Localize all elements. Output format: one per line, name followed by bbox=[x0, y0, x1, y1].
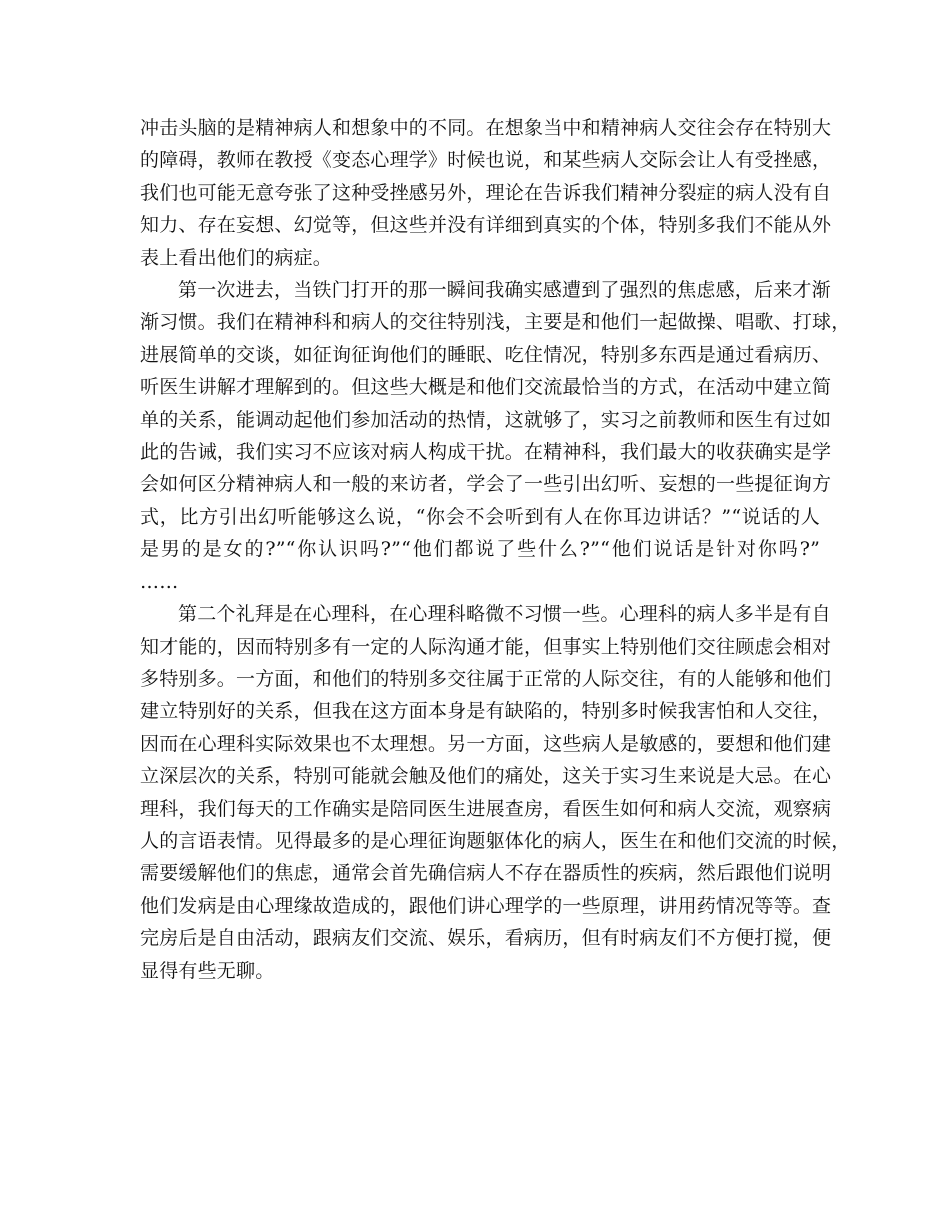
text-line: 表上看出他们的病症。 bbox=[140, 246, 333, 269]
text-line: 知力、存在妄想、幻觉等，但这些并没有详细到真实的个体，特别多我们不能从外 bbox=[140, 214, 832, 237]
text-line: 此的告诫，我们实习不应该对病人构成干扰。在精神科，我们最大的收获确实是学 bbox=[140, 441, 832, 464]
text-line: 听医生讲解才理解到的。但这些大概是和他们交流最恰当的方式，在活动中建立简 bbox=[140, 376, 832, 399]
text-line: 的障碍，教师在教授《变态心理学》时候也说，和某些病人交际会让人有受挫感， bbox=[140, 149, 832, 172]
document-body bbox=[140, 112, 851, 987]
paragraph-3 bbox=[140, 598, 851, 987]
text-line: 建立特别好的关系，但我在这方面本身是有缺陷的，特别多时候我害怕和人交往， bbox=[140, 700, 832, 723]
text-line: 理科，我们每天的工作确实是陪同医生进展查房，看医生如何和病人交流，观察病 bbox=[140, 797, 832, 820]
text-line: 式，比方引出幻听能够这么说，“你会不会听到有人在你耳边讲话？”“说话的人 bbox=[140, 505, 820, 528]
text-line: 需要缓解他们的焦虑，通常会首先确信病人不存在器质性的疾病，然后跟他们说明 bbox=[140, 862, 832, 885]
text-line: 单的关系，能调动起他们参加活动的热情，这就够了，实习之前教师和医生有过如 bbox=[140, 408, 832, 431]
text-line: 进展简单的交谈，如征询征询他们的睡眠、吃住情况，特别多东西是通过看病历、 bbox=[140, 343, 832, 366]
text-line: 知才能的，因而特别多有一定的人际沟通才能，但事实上特别他们交往顾虑会相对 bbox=[140, 635, 832, 658]
text-line: 是男的是女的?”“你认识吗?”“他们都说了些什么?”“他们说话是针对你吗?” bbox=[140, 538, 820, 561]
text-line: 他们发病是由心理缘故造成的，跟他们讲心理学的一些原理，讲用药情况等等。查 bbox=[140, 894, 832, 917]
text-line: 立深层次的关系，特别可能就会触及他们的痛处，这关于实习生来说是大忌。在心 bbox=[140, 765, 832, 788]
text-line: 显得有些无聊。 bbox=[140, 959, 275, 982]
text-line: 完房后是自由活动，跟病友们交流、娱乐，看病历，但有时病友们不方便打搅，便 bbox=[140, 927, 832, 950]
text-line: 冲击头脑的是精神病人和想象中的不同。在想象当中和精神病人交往会存在特别大 bbox=[140, 117, 832, 139]
text-line: 人的言语表情。见得最多的是心理征询题躯体化的病人，医生在和他们交流的时候， bbox=[140, 829, 851, 852]
text-line: …… bbox=[140, 570, 179, 593]
paragraph-2 bbox=[140, 274, 851, 598]
text-line: 第二个礼拜是在心理科，在心理科略微不习惯一些。心理科的病人多半是有自 bbox=[178, 603, 831, 626]
text-line: 会如何区分精神病人和一般的来访者，学会了一些引出幻听、妄想的一些提征询方 bbox=[140, 473, 832, 496]
text-line: 我们也可能无意夸张了这种受挫感另外，理论在告诉我们精神分裂症的病人没有自 bbox=[140, 181, 832, 204]
text-line: 因而在心理科实际效果也不太理想。另一方面，这些病人是敏感的，要想和他们建 bbox=[140, 732, 832, 755]
text-line: 渐习惯。我们在精神科和病人的交往特别浅，主要是和他们一起做操、唱歌、打球， bbox=[140, 311, 851, 334]
text-line: 多特别多。一方面，和他们的特别多交往属于正常的人际交往，有的人能够和他们 bbox=[140, 667, 832, 690]
text-line: 第一次进去，当铁门打开的那一瞬间我确实感遭到了强烈的焦虑感，后来才渐 bbox=[178, 279, 831, 302]
paragraph-1 bbox=[140, 112, 832, 274]
